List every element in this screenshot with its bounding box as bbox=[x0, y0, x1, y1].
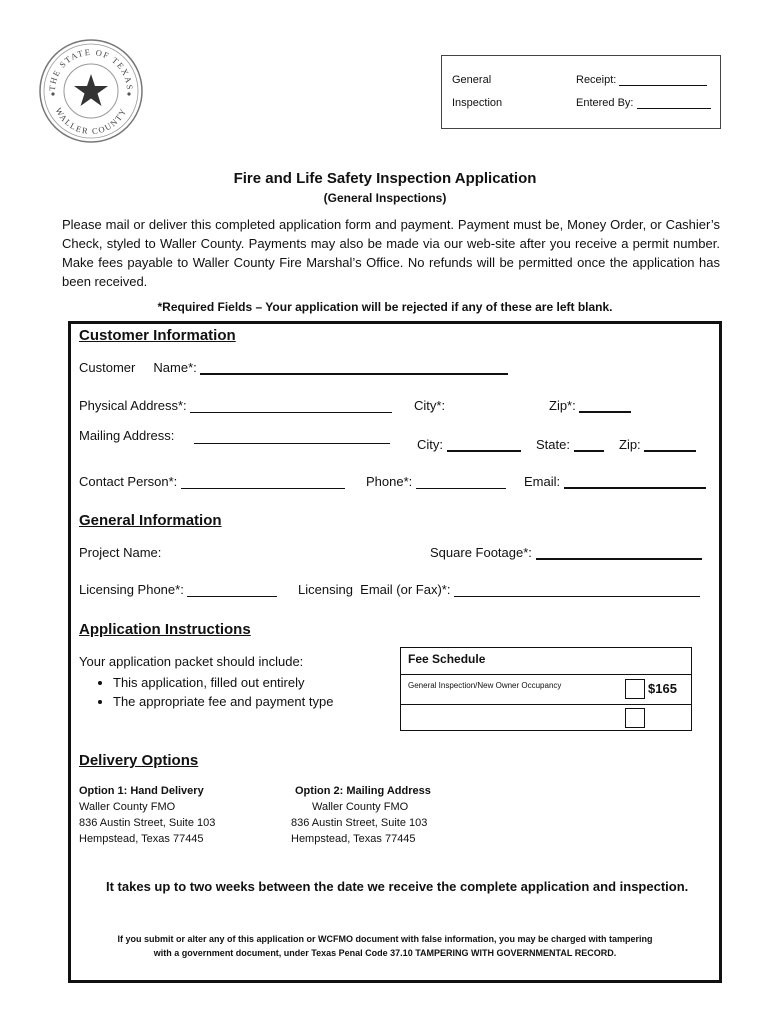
seal-bottom-text: WALLER COUNTY bbox=[53, 105, 129, 137]
entered-by-label: Entered By: bbox=[576, 97, 634, 109]
mailing-city-label: City: bbox=[417, 437, 443, 452]
phone-label: Phone*: bbox=[366, 474, 413, 489]
licensing-email-label: Licensing Email (or Fax)*: bbox=[298, 582, 451, 597]
option2-line3: Hempstead, Texas 77445 bbox=[291, 833, 416, 845]
timing-note: It takes up to two weeks between the date we receive the complete application and inspection. bbox=[106, 879, 689, 894]
option2-line1: Waller County FMO bbox=[312, 801, 409, 813]
physical-zip-field[interactable] bbox=[579, 411, 631, 413]
delivery-heading: Delivery Options bbox=[79, 752, 199, 769]
waller-county-seal bbox=[38, 38, 144, 144]
fee-schedule-heading: Fee Schedule bbox=[408, 652, 486, 666]
receipt-field[interactable] bbox=[619, 85, 707, 86]
email-field[interactable] bbox=[564, 487, 706, 489]
customer-name-field[interactable] bbox=[200, 373, 508, 375]
mailing-city-field[interactable] bbox=[447, 450, 521, 452]
table-row bbox=[401, 705, 691, 732]
physical-address-field[interactable] bbox=[190, 412, 392, 413]
fee-checkbox-general[interactable] bbox=[625, 679, 645, 699]
office-inspection-label: Inspection bbox=[452, 97, 503, 109]
page-title: Fire and Life Safety Inspection Application bbox=[233, 170, 537, 187]
warning-line-1: If you submit or alter any of this application or WCFMO document with false information, you may be charged with tampering bbox=[117, 934, 653, 944]
warning-line-2: with a government document, under Texas Penal Code 37.10 TAMPERING WITH GOVERNMENTAL RECORD. bbox=[153, 948, 617, 958]
office-use-box bbox=[441, 55, 721, 129]
licensing-phone-label: Licensing Phone*: bbox=[79, 582, 184, 597]
fee-row-price: $165 bbox=[648, 681, 677, 696]
customer-info-heading: Customer Information bbox=[79, 327, 236, 344]
fee-row-label: General Inspection/New Owner Occupancy bbox=[408, 681, 562, 690]
option2-line2: 836 Austin Street, Suite 103 bbox=[291, 817, 428, 829]
general-info-heading: General Information bbox=[79, 512, 222, 529]
list-item: • The appropriate fee and payment type bbox=[113, 692, 339, 711]
customer-name-label: Customer Name*: bbox=[79, 360, 197, 375]
delivery-option-2 bbox=[291, 783, 431, 847]
tampering-warning bbox=[80, 932, 690, 960]
square-footage-label: Square Footage*: bbox=[430, 545, 532, 560]
fee-schedule-table bbox=[400, 647, 692, 731]
instructions-list bbox=[79, 673, 339, 711]
delivery-option-1 bbox=[79, 783, 215, 847]
phone-field[interactable] bbox=[416, 488, 506, 489]
list-item: • This application, filled out entirely bbox=[113, 673, 339, 692]
mailing-zip-field[interactable] bbox=[644, 450, 696, 452]
mailing-address-field[interactable] bbox=[194, 428, 390, 444]
option1-line3: Hempstead, Texas 77445 bbox=[79, 833, 204, 845]
page-subtitle: (General Inspections) bbox=[323, 191, 447, 205]
receipt-label: Receipt: bbox=[576, 74, 617, 86]
project-name-label: Project Name: bbox=[79, 545, 162, 560]
option1-line2: 836 Austin Street, Suite 103 bbox=[79, 817, 216, 829]
entered-by-field[interactable] bbox=[637, 108, 711, 109]
physical-city-label: City*: bbox=[414, 398, 446, 413]
table-row bbox=[401, 675, 691, 705]
office-general-label: General bbox=[452, 74, 492, 86]
instructions-intro: Your application packet should include: bbox=[79, 654, 304, 669]
instructions-heading: Application Instructions bbox=[79, 621, 251, 638]
contact-person-field[interactable] bbox=[181, 488, 345, 489]
seal-top-text: THE STATE OF TEXAS bbox=[46, 46, 136, 92]
licensing-email-field[interactable] bbox=[454, 596, 700, 597]
physical-address-label: Physical Address*: bbox=[79, 398, 187, 413]
contact-person-label: Contact Person*: bbox=[79, 474, 178, 489]
physical-zip-label: Zip*: bbox=[549, 398, 576, 413]
mailing-state-label: State: bbox=[536, 437, 570, 452]
svg-text:WALLER COUNTY bbox=[53, 106, 128, 136]
square-footage-field[interactable] bbox=[536, 558, 702, 560]
mailing-zip-label: Zip: bbox=[619, 437, 641, 452]
fee-checkbox-other[interactable] bbox=[625, 708, 645, 728]
mailing-state-field[interactable] bbox=[574, 450, 604, 452]
licensing-phone-field[interactable] bbox=[187, 596, 277, 597]
required-fields-note: *Required Fields – Your application will be rejected if any of these are left blank. bbox=[157, 300, 613, 314]
mailing-address-label: Mailing Address: bbox=[79, 428, 175, 443]
email-label: Email: bbox=[524, 474, 561, 489]
option1-line1: Waller County FMO bbox=[79, 801, 176, 813]
option1-title: Option 1: Hand Delivery bbox=[79, 785, 204, 797]
star-icon bbox=[74, 74, 108, 106]
option2-title: Option 2: Mailing Address bbox=[295, 785, 431, 797]
intro-paragraph: Please mail or deliver this completed application form and payment. Payment must be, Money Order, or Cashier’s Check, styled to Waller County. Payments may also be made via our web-site after you receive a permit number. Make fees payable to Waller County Fire Marshal’s Office. No refunds will be permitted once the application has been received. bbox=[62, 217, 720, 289]
